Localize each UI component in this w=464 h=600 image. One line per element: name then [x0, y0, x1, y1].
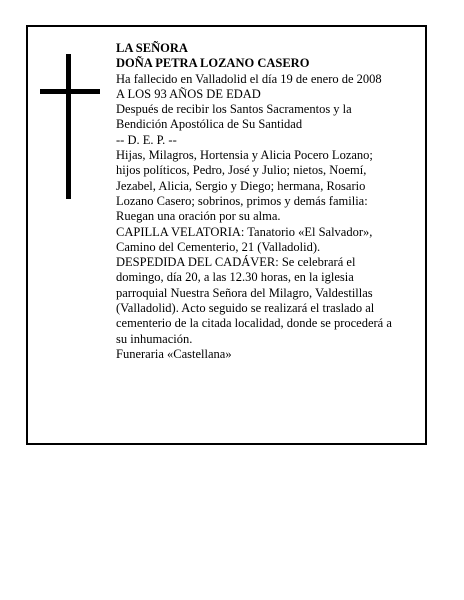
notice-line: su inhumación. [116, 331, 193, 346]
notice-line: Después de recibir los Santos Sacramentos y la [116, 102, 352, 117]
notice-line: Funeraria «Castellana» [116, 346, 232, 361]
notice-line: (Valladolid). Acto seguido se realizará el traslado al [116, 301, 375, 316]
obituary-notice [26, 25, 427, 445]
notice-line: Camino del Cementerio, 21 (Valladolid). [116, 239, 321, 254]
notice-line: CAPILLA VELATORIA: Tanatorio «El Salvador», [116, 224, 373, 239]
notice-line: Ha fallecido en Valladolid el día 19 de enero de 2008 [116, 71, 382, 86]
notice-line: Lozano Casero; sobrinos, primos y demás familia: [116, 193, 368, 208]
notice-line: Bendición Apostólica de Su Santidad [116, 117, 303, 132]
notice-line: cementerio de la citada localidad, donde se procederá a [116, 316, 392, 331]
notice-line: DESPEDIDA DEL CADÁVER: Se celebrará el [116, 255, 356, 270]
notice-line: parroquial Nuestra Señora del Milagro, Valdestillas [116, 285, 373, 300]
deceased-name: DOÑA PETRA LOZANO CASERO [116, 56, 310, 71]
notice-header: LA SEÑORA [116, 41, 188, 55]
notice-body [116, 41, 422, 362]
notice-line: A LOS 93 AÑOS DE EDAD [116, 86, 261, 101]
cross-horizontal-bar [40, 89, 100, 94]
notice-line: Jezabel, Alicia, Sergio y Diego; hermana, Rosario [116, 178, 366, 193]
notice-line: domingo, día 20, a las 12.30 horas, en la iglesia [116, 270, 354, 285]
notice-line: Ruegan una oración por su alma. [116, 209, 281, 224]
notice-line: hijos políticos, Pedro, José y Julio; nietos, Noemí, [116, 163, 367, 178]
cross-vertical-bar [66, 54, 71, 199]
cross-icon [40, 54, 100, 199]
notice-line: Hijas, Milagros, Hortensia y Alicia Pocero Lozano; [116, 148, 373, 163]
notice-line: -- D. E. P. -- [116, 132, 177, 147]
